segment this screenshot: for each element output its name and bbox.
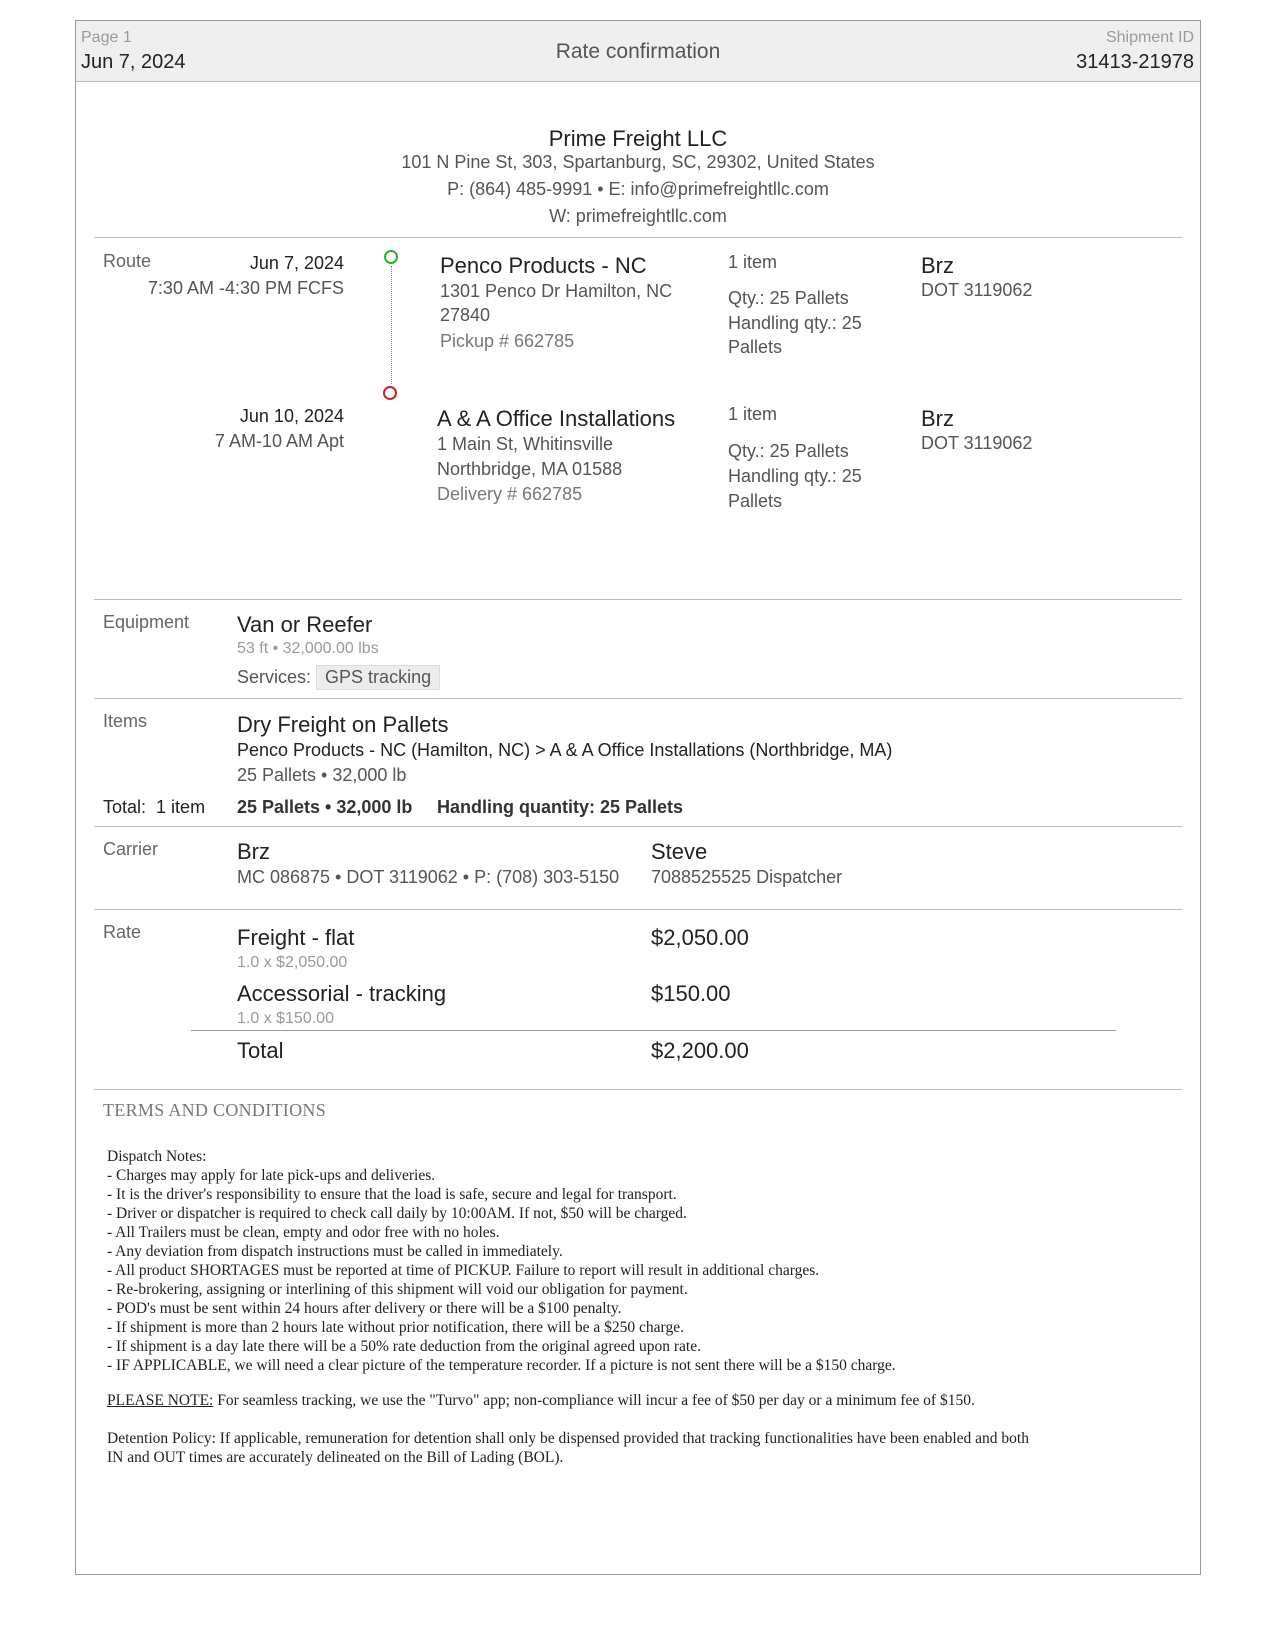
carrier-name: Brz xyxy=(237,839,270,864)
pickup-marker-icon xyxy=(384,250,398,264)
items-total-label: Total: xyxy=(103,797,147,817)
carrier-contact-details: 7088525525 Dispatcher xyxy=(651,867,843,887)
stop-1-dot: DOT 3119062 xyxy=(921,280,1033,300)
shipment-id-label: Shipment ID xyxy=(1105,29,1194,46)
dispatch-note: - If shipment is more than 2 hours late without prior notification, there will be a $250 charge. xyxy=(107,1319,684,1336)
items-total-count: 1 item xyxy=(156,797,206,817)
page-number: Page 1 xyxy=(81,29,132,46)
stop-1-handling-qty: Handling qty.: 25 xyxy=(728,313,862,333)
stop-1-item-count: 1 item xyxy=(728,252,778,272)
rate-confirmation-document xyxy=(75,20,1201,1575)
dispatch-notes-heading: Dispatch Notes: xyxy=(107,1148,207,1165)
dispatch-note: - Re-brokering, assigning or interlining of this shipment will void our obligation for payment. xyxy=(107,1281,688,1298)
carrier-contact-name: Steve xyxy=(651,839,708,864)
rate-total-divider xyxy=(191,1030,1116,1031)
divider xyxy=(94,826,1182,827)
document-header xyxy=(76,21,1200,82)
please-note xyxy=(107,1391,1187,1410)
company-website: W: primefreightllc.com xyxy=(549,206,727,226)
company-contact: P: (864) 485-9991 • E: info@primefreightllc.com xyxy=(447,179,829,199)
company-name: Prime Freight LLC xyxy=(548,126,728,151)
stop-2-dot: DOT 3119062 xyxy=(921,433,1033,453)
stop-2-reference: Delivery # 662785 xyxy=(437,484,583,504)
stop-2-qty: Qty.: 25 Pallets xyxy=(728,441,849,461)
stop-1-handling-unit: Pallets xyxy=(728,337,783,357)
rate-line-calc: 1.0 x $150.00 xyxy=(237,1010,334,1027)
rate-total-label: Total xyxy=(237,1038,284,1063)
route-label: Route xyxy=(103,251,152,271)
item-route: Penco Products - NC (Hamilton, NC) > A & A Office Installations (Northbridge, MA) xyxy=(237,740,893,760)
stop-1-time: 7:30 AM -4:30 PM FCFS xyxy=(147,278,344,298)
item-name: Dry Freight on Pallets xyxy=(237,712,449,737)
shipment-id: 31413-21978 xyxy=(1076,51,1194,73)
rate-line-name: Accessorial - tracking xyxy=(237,981,447,1006)
equipment-specs: 53 ft • 32,000.00 lbs xyxy=(237,640,379,657)
items-label: Items xyxy=(103,711,148,731)
stop-2-handling-qty: Handling qty.: 25 xyxy=(728,466,862,486)
stop-1-qty: Qty.: 25 Pallets xyxy=(728,288,849,308)
dispatch-note: - IF APPLICABLE, we will need a clear picture of the temperature recorder. If a picture is not sent there will be a $150 charge. xyxy=(107,1357,896,1374)
carrier-label: Carrier xyxy=(103,839,159,859)
stop-1-date: Jun 7, 2024 xyxy=(249,253,344,273)
please-note-text: For seamless tracking, we use the "Turvo" app; non-compliance will incur a fee of $50 per day or a minimum fee of $150. xyxy=(213,1392,975,1409)
dispatch-note: - If shipment is a day late there will be a 50% rate deduction from the original agreed upon rate. xyxy=(107,1338,701,1355)
stop-2-name: A & A Office Installations xyxy=(437,406,676,431)
items-total-handling: Handling quantity: 25 Pallets xyxy=(437,797,684,817)
stop-2-time: 7 AM-10 AM Apt xyxy=(214,431,344,451)
stop-2-item-count: 1 item xyxy=(728,404,778,424)
route-connector-line xyxy=(391,266,392,384)
stop-1-carrier: Brz xyxy=(921,253,954,278)
rate-label: Rate xyxy=(103,922,142,942)
delivery-marker-icon xyxy=(383,386,397,400)
items-total-summary: 25 Pallets • 32,000 lb xyxy=(237,797,413,817)
equipment-label: Equipment xyxy=(103,612,190,632)
divider xyxy=(94,909,1182,910)
items-total xyxy=(103,797,205,818)
divider xyxy=(94,237,1182,238)
equipment-services xyxy=(237,665,440,690)
rate-line-name: Freight - flat xyxy=(237,925,355,950)
please-note-label: PLEASE NOTE: xyxy=(107,1392,214,1409)
divider xyxy=(94,698,1182,699)
services-label: Services: xyxy=(237,667,312,687)
company-address: 101 N Pine St, 303, Spartanburg, SC, 29302, United States xyxy=(401,152,875,172)
dispatch-note: - Charges may apply for late pick-ups and deliveries. xyxy=(107,1167,436,1184)
stop-2-date: Jun 10, 2024 xyxy=(239,406,344,426)
dispatch-note: - Any deviation from dispatch instructions must be called in immediately. xyxy=(107,1243,563,1260)
dispatch-note: - POD's must be sent within 24 hours after delivery or there will be a $100 penalty. xyxy=(107,1300,622,1317)
dispatch-notes xyxy=(107,1147,1187,1375)
rate-line-calc: 1.0 x $2,050.00 xyxy=(237,954,348,971)
stop-2-address-line1: 1 Main St, Whitinsville xyxy=(437,434,614,454)
dispatch-note: - Driver or dispatcher is required to check call daily by 10:00AM. If not, $50 will be charged. xyxy=(107,1205,687,1222)
stop-1-address-line2: 27840 xyxy=(440,305,491,325)
rate-total-amount: $2,200.00 xyxy=(651,1038,749,1063)
service-badge: GPS tracking xyxy=(316,665,440,690)
dispatch-note: - All product SHORTAGES must be reported at time of PICKUP. Failure to report will result in additional charges. xyxy=(107,1262,820,1279)
rate-line-amount: $150.00 xyxy=(651,981,731,1006)
divider xyxy=(94,1089,1182,1090)
equipment-type: Van or Reefer xyxy=(237,612,373,637)
stop-2-address-line2: Northbridge, MA 01588 xyxy=(437,459,623,479)
stop-1-reference: Pickup # 662785 xyxy=(440,331,575,351)
detention-policy-line: Detention Policy: If applicable, remuneration for detention shall only be dispensed provided that tracking functionalities have been enabled and both xyxy=(107,1430,1029,1447)
detention-policy xyxy=(107,1429,1187,1467)
item-summary: 25 Pallets • 32,000 lb xyxy=(237,765,407,785)
divider xyxy=(94,599,1182,600)
stop-1-address-line1: 1301 Penco Dr Hamilton, NC xyxy=(440,281,673,301)
carrier-details: MC 086875 • DOT 3119062 • P: (708) 303-5150 xyxy=(237,867,620,887)
dispatch-note: - It is the driver's responsibility to ensure that the load is safe, secure and legal for transport. xyxy=(107,1186,677,1203)
document-title: Rate confirmation xyxy=(555,40,721,63)
terms-title: TERMS AND CONDITIONS xyxy=(103,1100,327,1120)
rate-line-amount: $2,050.00 xyxy=(651,925,749,950)
stop-2-carrier: Brz xyxy=(921,406,954,431)
stop-2-handling-unit: Pallets xyxy=(728,491,783,511)
stop-1-name: Penco Products - NC xyxy=(440,253,647,278)
dispatch-note: - All Trailers must be clean, empty and odor free with no holes. xyxy=(107,1224,500,1241)
document-date: Jun 7, 2024 xyxy=(81,51,186,73)
detention-policy-line: IN and OUT times are accurately delineated on the Bill of Lading (BOL). xyxy=(107,1449,564,1466)
